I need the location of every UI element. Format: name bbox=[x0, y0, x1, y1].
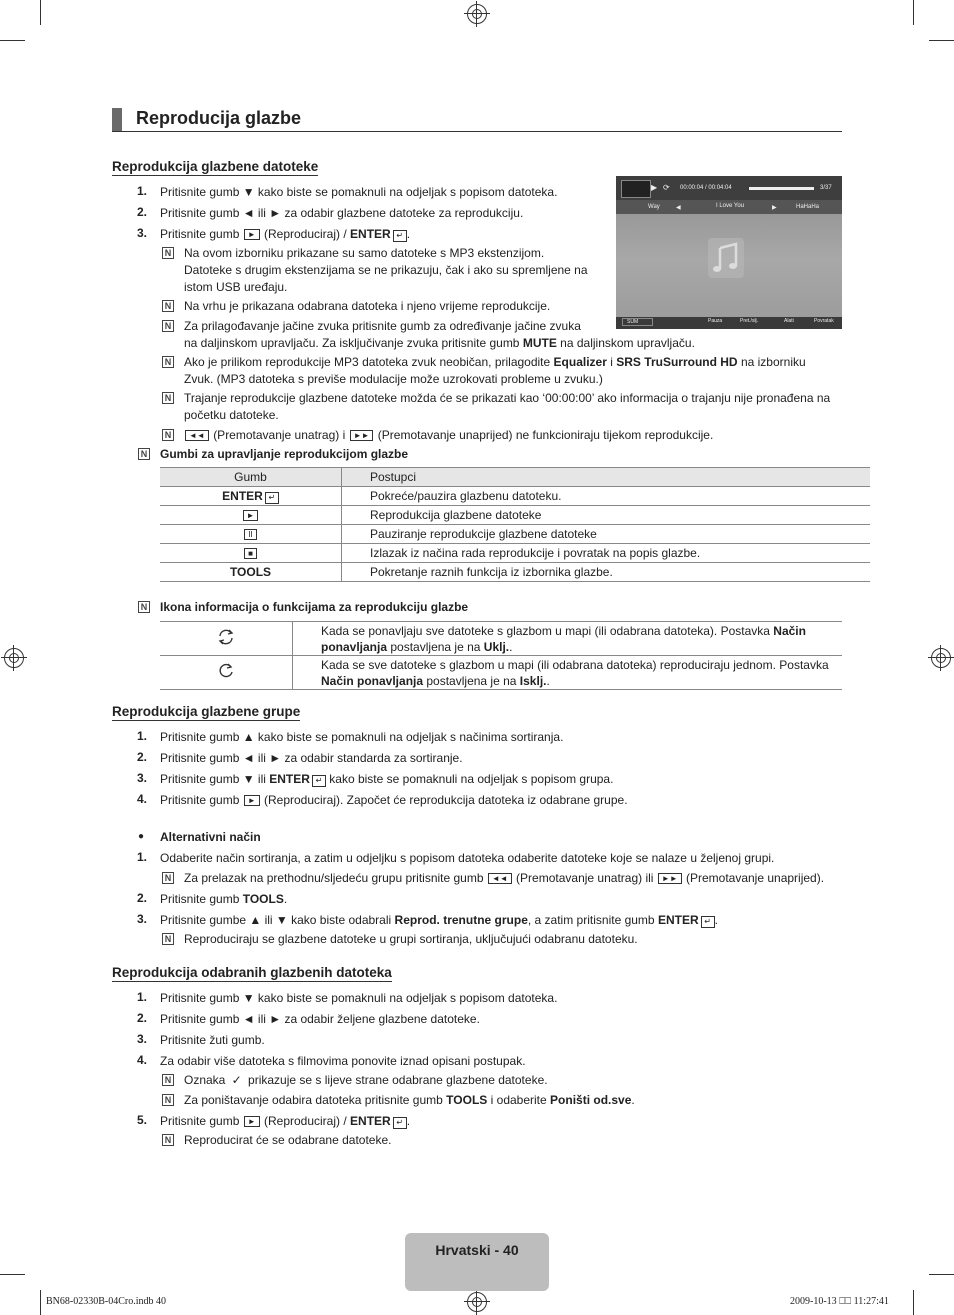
step-text bbox=[160, 891, 287, 907]
text: Pritisnite gumb bbox=[160, 793, 240, 807]
note-icon: N bbox=[138, 601, 150, 613]
note-text bbox=[184, 354, 806, 370]
enter-label: ENTER bbox=[269, 772, 310, 786]
step-text: Za odabir više datoteka s filmovima ponovite iznad opisani postupak. bbox=[160, 1054, 526, 1068]
note-icon: N bbox=[162, 429, 174, 441]
table-cell bbox=[293, 622, 843, 656]
registration-mark bbox=[931, 648, 951, 668]
text: ponavljanja bbox=[321, 639, 388, 654]
text: Za poništavanje odabira datoteka pritisnite gumb bbox=[184, 1093, 443, 1107]
section-heading: Reprodukcija glazbene grupe bbox=[112, 704, 301, 719]
note-text: Datoteke s drugim ekstenzijama se ne prikazuju, čak i ako su spremljene na bbox=[184, 263, 588, 277]
print-file-info: BN68-02330B-04Cro.indb 40 bbox=[46, 1296, 166, 1307]
step-number: 2. bbox=[137, 1011, 148, 1025]
note-icon: N bbox=[162, 300, 174, 312]
play-key-icon: ► bbox=[244, 1116, 260, 1127]
step-number: 2. bbox=[137, 750, 148, 764]
text: Način ponavljanja bbox=[321, 673, 424, 688]
title-rule bbox=[112, 131, 842, 132]
text: Ako je prilikom reprodukcije MP3 datoteka zvuk neobičan, prilagodite bbox=[184, 355, 551, 369]
text: Kada se ponavljaju sve datoteke s glazbom u mapi (ili odabrana datoteka). Postavka bbox=[321, 623, 770, 638]
text: i odaberite bbox=[490, 1093, 547, 1107]
step-number: 4. bbox=[137, 792, 148, 806]
crop-mark bbox=[0, 40, 25, 41]
text: TOOLS bbox=[446, 1093, 488, 1107]
table-title: Ikona informacija o funkcijama za reprodukciju glazbe bbox=[160, 600, 469, 614]
table-cell: Izlazak iz načina rada reprodukcije i povratak na popis glazbe. bbox=[342, 544, 871, 563]
title-bar bbox=[112, 108, 122, 132]
text: (Premotavanje unatrag) ili bbox=[516, 871, 654, 885]
step-text bbox=[160, 771, 613, 787]
note-text: Za prilagođavanje jačine zvuka pritisnite gumb za određivanje jačine zvuka bbox=[184, 319, 581, 333]
crop-mark bbox=[40, 1290, 41, 1315]
forward-key-icon: ►► bbox=[658, 873, 682, 884]
text: . bbox=[546, 673, 550, 688]
text: . bbox=[406, 227, 411, 241]
repeat-all-icon bbox=[216, 628, 236, 646]
note-icon: N bbox=[162, 933, 174, 945]
note-text: Trajanje reprodukcije glazbene datoteke možda će se prikazati kao ‘00:00:00’ ako informacija o trajanju nije pronađena na bbox=[184, 391, 831, 405]
text: Reprod. trenutne grupe bbox=[394, 913, 528, 927]
track-count: 3/37 bbox=[820, 185, 832, 191]
step-text bbox=[160, 1113, 410, 1129]
note-icon: N bbox=[162, 872, 174, 884]
play-key-icon: ► bbox=[244, 229, 260, 240]
music-note-icon bbox=[708, 238, 744, 278]
crop-mark bbox=[913, 1290, 914, 1315]
note-icon: N bbox=[162, 247, 174, 259]
back-hint: Povratak bbox=[814, 318, 834, 324]
table-cell bbox=[160, 544, 342, 563]
section-heading: Reprodukcija glazbene datoteke bbox=[112, 159, 319, 174]
text: (Reproduciraj) / bbox=[263, 227, 347, 241]
step-text bbox=[160, 792, 628, 808]
table-cell: Reprodukcija glazbene datoteke bbox=[342, 506, 871, 525]
step-number: 3. bbox=[137, 771, 148, 785]
column-header: Gumb bbox=[160, 468, 342, 487]
step-text: Pritisnite gumb ▼ kako biste se pomaknuli na odjeljak s popisom datoteka. bbox=[160, 185, 558, 199]
table-row bbox=[160, 487, 870, 506]
text: Pritisnite gumb bbox=[160, 892, 240, 906]
current-track: I Love You bbox=[716, 203, 745, 209]
note-text: istom USB uređaju. bbox=[184, 280, 288, 294]
pause-key-icon: II bbox=[244, 529, 256, 540]
step-number: 1. bbox=[137, 850, 148, 864]
page-number: Hrvatski - 40 bbox=[435, 1242, 519, 1258]
text: ENTER bbox=[222, 488, 263, 503]
play-icon: ▶ bbox=[651, 183, 658, 192]
pause-hint: Pauza bbox=[708, 318, 723, 324]
sub-heading: Alternativni način bbox=[160, 830, 261, 844]
enter-icon: ↵ bbox=[701, 916, 715, 928]
table-row bbox=[160, 544, 870, 563]
table-title: Gumbi za upravljanje reprodukcijom glazbe bbox=[160, 447, 409, 461]
step-number: 2. bbox=[137, 205, 148, 219]
crop-mark bbox=[913, 0, 914, 25]
enter-label: ENTER bbox=[657, 913, 699, 927]
text: Pritisnite gumb ▼ ili bbox=[160, 772, 266, 786]
text: Za prelazak na prethodnu/sljedeću grupu pritisnite gumb bbox=[184, 871, 484, 885]
table-cell: TOOLS bbox=[160, 563, 342, 582]
play-key-icon: ► bbox=[243, 510, 259, 521]
text: , a zatim pritisnite gumb bbox=[527, 913, 655, 927]
step-number: 1. bbox=[137, 990, 148, 1004]
table-cell: Pokreće/pauzira glazbenu datoteku. bbox=[342, 487, 871, 506]
right-arrow-icon: ▶ bbox=[772, 205, 777, 211]
rewind-key-icon: ◄◄ bbox=[185, 430, 209, 441]
note-icon: N bbox=[162, 392, 174, 404]
note-text: Na ovom izborniku prikazane su samo datoteke s MP3 ekstenzijom. bbox=[184, 246, 545, 260]
text: postavljena je na bbox=[426, 673, 517, 688]
note-icon: N bbox=[162, 320, 174, 332]
text: postavljena je na bbox=[390, 639, 481, 654]
time-readout: 00:00:04 / 00:04:04 bbox=[680, 185, 732, 191]
prev-track: Way bbox=[648, 204, 660, 210]
controls-table bbox=[160, 467, 870, 582]
note-text: početku datoteke. bbox=[184, 408, 279, 422]
note-text: Reproducirat će se odabrane datoteke. bbox=[184, 1133, 392, 1147]
step-number: 3. bbox=[137, 912, 148, 926]
note-icon: N bbox=[138, 448, 150, 460]
table-cell: Pauziranje reprodukcije glazbene datoteke bbox=[342, 525, 871, 544]
text: Equalizer bbox=[553, 355, 607, 369]
note-text: Zvuk. (MP3 datoteka s previše modulacije može uzrokovati probleme u zvuku.) bbox=[184, 372, 603, 386]
enter-label: ENTER bbox=[350, 1114, 391, 1128]
table-cell bbox=[160, 525, 342, 544]
enter-icon: ↵ bbox=[312, 775, 326, 787]
table-cell bbox=[160, 487, 342, 506]
note-icon: N bbox=[162, 1094, 174, 1106]
step-text: Pritisnite gumb ▲ kako biste se pomaknuli na odjeljak s načinima sortiranja. bbox=[160, 730, 564, 744]
text: MUTE bbox=[522, 336, 557, 350]
step-number: 1. bbox=[137, 184, 148, 198]
tools-hint: Alati bbox=[784, 318, 794, 324]
text: (Reproduciraj). Započet će reprodukcija datoteka iz odabrane grupe. bbox=[263, 793, 628, 807]
registration-mark bbox=[467, 4, 487, 24]
table-row bbox=[160, 525, 870, 544]
text: SRS TruSurround HD bbox=[616, 355, 738, 369]
rewind-key-icon: ◄◄ bbox=[488, 873, 512, 884]
text: . bbox=[714, 913, 718, 927]
table-cell bbox=[160, 656, 293, 690]
music-player-screenshot bbox=[616, 176, 842, 329]
bullet-icon: ● bbox=[138, 831, 145, 842]
album-thumb bbox=[621, 180, 651, 198]
text: (Reproduciraj) / bbox=[263, 1114, 347, 1128]
table-row bbox=[160, 622, 842, 656]
note-icon: N bbox=[162, 356, 174, 368]
play-key-icon: ► bbox=[244, 795, 260, 806]
text: i bbox=[610, 355, 613, 369]
sum-label: SUM bbox=[622, 318, 653, 326]
text: Isklj. bbox=[519, 673, 547, 688]
text: Pritisnite gumbe ▲ ili ▼ kako biste odabrali bbox=[160, 913, 392, 927]
note-text: Reproduciraju se glazbene datoteke u grupi sortiranja, uključujući odabranu datoteku. bbox=[184, 932, 638, 946]
table-cell bbox=[160, 506, 342, 525]
text: . bbox=[509, 639, 513, 654]
stop-key-icon: ■ bbox=[244, 548, 257, 559]
step-number: 2. bbox=[137, 891, 148, 905]
progress-fill bbox=[748, 187, 749, 190]
text: . bbox=[631, 1093, 635, 1107]
step-number: 4. bbox=[137, 1053, 148, 1067]
note-icon: N bbox=[162, 1074, 174, 1086]
step-text: Odaberite način sortiranja, a zatim u odjeljku s popisom datoteka odaberite datoteke koje se nalaze u željenoj grupi. bbox=[160, 851, 775, 865]
step-text bbox=[160, 226, 410, 242]
icon-table bbox=[160, 621, 842, 690]
note-text bbox=[184, 1092, 635, 1108]
step-number: 5. bbox=[137, 1113, 148, 1127]
table-row bbox=[160, 563, 870, 582]
crop-mark bbox=[0, 1274, 25, 1275]
note-text: Na vrhu je prikazana odabrana datoteka i njeno vrijeme reprodukcije. bbox=[184, 299, 551, 313]
step-text: Pritisnite žuti gumb. bbox=[160, 1033, 265, 1047]
text: Pritisnite gumb bbox=[160, 227, 240, 241]
text: na daljinskom upravljaču. Za isključivanje zvuka pritisnite gumb bbox=[184, 336, 520, 350]
checkmark-icon: ✓ bbox=[231, 1073, 242, 1087]
next-track: HaHaHa bbox=[796, 204, 820, 210]
step-text: Pritisnite gumb ◄ ili ► za odabir željene glazbene datoteke. bbox=[160, 1012, 480, 1026]
forward-key-icon: ►► bbox=[350, 430, 374, 441]
step-text: Pritisnite gumb ▼ kako biste se pomaknuli na odjeljak s popisom datoteka. bbox=[160, 991, 558, 1005]
enter-icon: ↵ bbox=[393, 1117, 407, 1129]
text: prikazuje se s lijeve strane odabrane glazbene datoteke. bbox=[248, 1073, 548, 1087]
registration-mark bbox=[467, 1292, 487, 1312]
section-heading: Reprodukcija odabranih glazbenih datoteka bbox=[112, 965, 392, 980]
text: na izborniku bbox=[740, 355, 806, 369]
note-text bbox=[184, 427, 713, 443]
repeat-once-icon bbox=[216, 662, 236, 680]
repeat-icon: ⟳ bbox=[663, 183, 670, 192]
step-text: Pritisnite gumb ◄ ili ► za odabir glazbene datoteke za reprodukciju. bbox=[160, 206, 524, 220]
enter-icon: ↵ bbox=[393, 230, 407, 242]
left-arrow-icon: ◀ bbox=[676, 205, 681, 211]
text: Oznaka bbox=[184, 1073, 226, 1087]
step-number: 3. bbox=[137, 1032, 148, 1046]
table-row bbox=[160, 656, 842, 690]
text: . bbox=[283, 892, 288, 906]
crop-mark bbox=[929, 1274, 954, 1275]
page-title: Reproducija glazbe bbox=[136, 108, 302, 128]
table-cell bbox=[293, 656, 843, 690]
step-text: Pritisnite gumb ◄ ili ► za odabir standarda za sortiranje. bbox=[160, 751, 463, 765]
text: Uklj. bbox=[483, 639, 510, 654]
step-number: 3. bbox=[137, 226, 148, 240]
prevnext-hint: Pret./slj. bbox=[740, 318, 759, 324]
text: (Premotavanje unaprijed). bbox=[685, 871, 825, 885]
crop-mark bbox=[929, 40, 954, 41]
note-text bbox=[184, 1072, 548, 1088]
text: Poništi od.sve bbox=[550, 1093, 632, 1107]
text: (Premotavanje unaprijed) ne funkcioniraju tijekom reprodukcije. bbox=[377, 428, 714, 442]
table-cell bbox=[160, 622, 293, 656]
enter-icon: ↵ bbox=[265, 492, 279, 504]
print-date-info: 2009-10-13 ⎕⎕ 11:27:41 bbox=[790, 1296, 889, 1307]
table-cell: Pokretanje raznih funkcija iz izbornika glazbe. bbox=[342, 563, 871, 582]
text: Način bbox=[773, 623, 806, 638]
text: (Premotavanje unatrag) i bbox=[213, 428, 346, 442]
column-header: Postupci bbox=[342, 468, 871, 487]
text: Pritisnite gumb bbox=[160, 1114, 240, 1128]
note-text bbox=[184, 870, 824, 886]
step-text bbox=[160, 912, 718, 928]
table-header bbox=[160, 468, 870, 487]
note-text bbox=[184, 335, 695, 351]
progress-bar bbox=[748, 187, 814, 190]
text: . bbox=[406, 1114, 411, 1128]
step-number: 1. bbox=[137, 729, 148, 743]
text: na daljinskom upravljaču. bbox=[560, 336, 695, 350]
note-icon: N bbox=[162, 1134, 174, 1146]
enter-label: ENTER bbox=[350, 227, 391, 241]
table-row bbox=[160, 506, 870, 525]
text: Kada se sve datoteke s glazbom u mapi (ili odabrana datoteka) reproduciraju jednom. Postavka bbox=[321, 657, 829, 672]
text: TOOLS bbox=[242, 892, 284, 906]
text: kako biste se pomaknuli na odjeljak s popisom grupa. bbox=[329, 772, 614, 786]
crop-mark bbox=[40, 0, 41, 25]
registration-mark bbox=[4, 648, 24, 668]
